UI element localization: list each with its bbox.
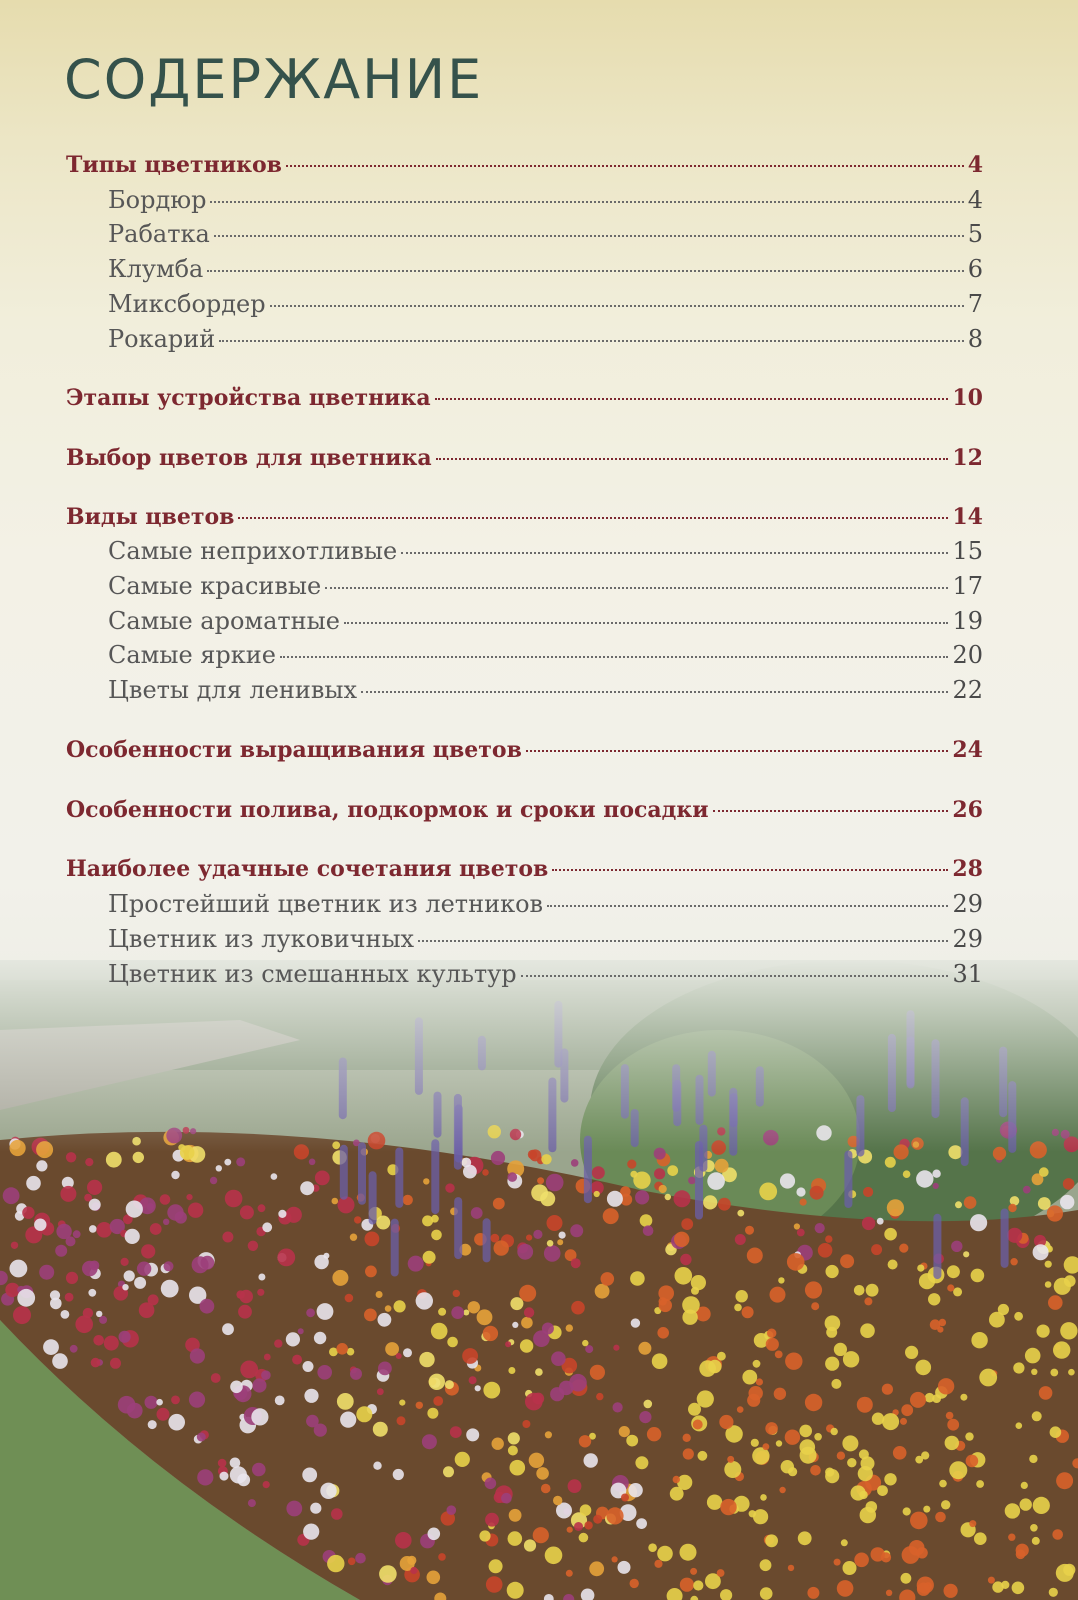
toc-item-title: Цветник из луковичных (108, 925, 415, 953)
dot-leader (547, 903, 948, 907)
toc-item[interactable] (108, 640, 983, 670)
toc-item[interactable] (108, 254, 983, 284)
toc-page-number: 4 (967, 186, 983, 214)
page-title: СОДЕРЖАНИЕ (64, 48, 484, 111)
toc-section[interactable] (66, 502, 983, 532)
toc-item-title: Клумба (108, 255, 204, 283)
toc-page-number: 28 (952, 856, 983, 882)
toc-item-title: Самые ароматные (108, 607, 340, 635)
dot-leader (325, 585, 948, 589)
toc-section[interactable] (66, 443, 983, 473)
toc-item-title: Простейший цветник из летников (108, 890, 544, 918)
toc-section-title: Наиболее удачные сочетания цветов (66, 856, 549, 882)
dot-leader (280, 654, 948, 658)
toc-item[interactable] (108, 675, 983, 705)
dot-leader (713, 808, 949, 812)
toc-page-number: 20 (952, 641, 983, 669)
toc-item-title: Цветы для ленивых (108, 676, 358, 704)
dot-leader (214, 233, 964, 237)
dot-leader (436, 456, 949, 460)
dot-leader (286, 163, 964, 167)
toc-section-title: Типы цветников (66, 152, 282, 178)
toc-section[interactable] (66, 795, 983, 825)
dot-leader (435, 396, 949, 400)
dot-leader (361, 689, 948, 693)
toc-section-title: Виды цветов (66, 504, 235, 530)
toc-item[interactable] (108, 959, 983, 989)
dot-leader (238, 515, 948, 519)
toc-item-title: Самые красивые (108, 572, 322, 600)
toc-page-number: 12 (952, 445, 983, 471)
garden-photo (0, 960, 1078, 1600)
toc-item-title: Цветник из смешанных культур (108, 960, 517, 988)
toc-page-number: 29 (952, 890, 983, 918)
toc-page-number: 19 (952, 607, 983, 635)
toc-section[interactable] (66, 854, 983, 884)
toc-item[interactable] (108, 606, 983, 636)
toc-page-number: 17 (952, 572, 983, 600)
toc-page-number: 31 (952, 960, 983, 988)
toc-page-number: 26 (952, 797, 983, 823)
toc-section-title: Этапы устройства цветника (66, 385, 431, 411)
toc-section[interactable] (66, 150, 983, 180)
dot-leader (521, 973, 949, 977)
toc-page-number: 5 (967, 220, 983, 248)
toc-item-title: Рокарий (108, 325, 216, 353)
dot-leader (552, 867, 948, 871)
toc-page-number: 7 (967, 290, 983, 318)
toc-item[interactable] (108, 324, 983, 354)
toc-item[interactable] (108, 289, 983, 319)
toc-section-title: Особенности полива, подкормок и сроки посадки (66, 797, 709, 823)
toc-page-number: 10 (952, 385, 983, 411)
toc-item[interactable] (108, 219, 983, 249)
toc-page-number: 4 (967, 152, 983, 178)
toc-item[interactable] (108, 889, 983, 919)
dot-leader (210, 199, 963, 203)
dot-leader (219, 338, 963, 342)
toc-page-number: 24 (952, 737, 983, 763)
toc-item-title: Миксбордер (108, 290, 266, 318)
toc-section-title: Особенности выращивания цветов (66, 737, 522, 763)
toc-page-number: 8 (967, 325, 983, 353)
toc-item-title: Бордюр (108, 186, 207, 214)
toc-page-number: 22 (952, 676, 983, 704)
toc-item[interactable] (108, 571, 983, 601)
dot-leader (418, 938, 948, 942)
toc-page-number: 15 (952, 537, 983, 565)
toc-section[interactable] (66, 735, 983, 765)
toc-item[interactable] (108, 924, 983, 954)
dot-leader (344, 620, 949, 624)
toc-item[interactable] (108, 185, 983, 215)
toc-page-number: 29 (952, 925, 983, 953)
toc-section[interactable] (66, 383, 983, 413)
toc-item-title: Самые неприхотливые (108, 537, 398, 565)
toc-item[interactable] (108, 536, 983, 566)
dot-leader (270, 303, 964, 307)
dot-leader (401, 550, 948, 554)
dot-leader (207, 268, 963, 272)
toc-page-number: 6 (967, 255, 983, 283)
toc-item-title: Рабатка (108, 220, 210, 248)
toc-item-title: Самые яркие (108, 641, 276, 669)
dot-leader (526, 748, 948, 752)
toc-page-number: 14 (952, 504, 983, 530)
toc-section-title: Выбор цветов для цветника (66, 445, 432, 471)
